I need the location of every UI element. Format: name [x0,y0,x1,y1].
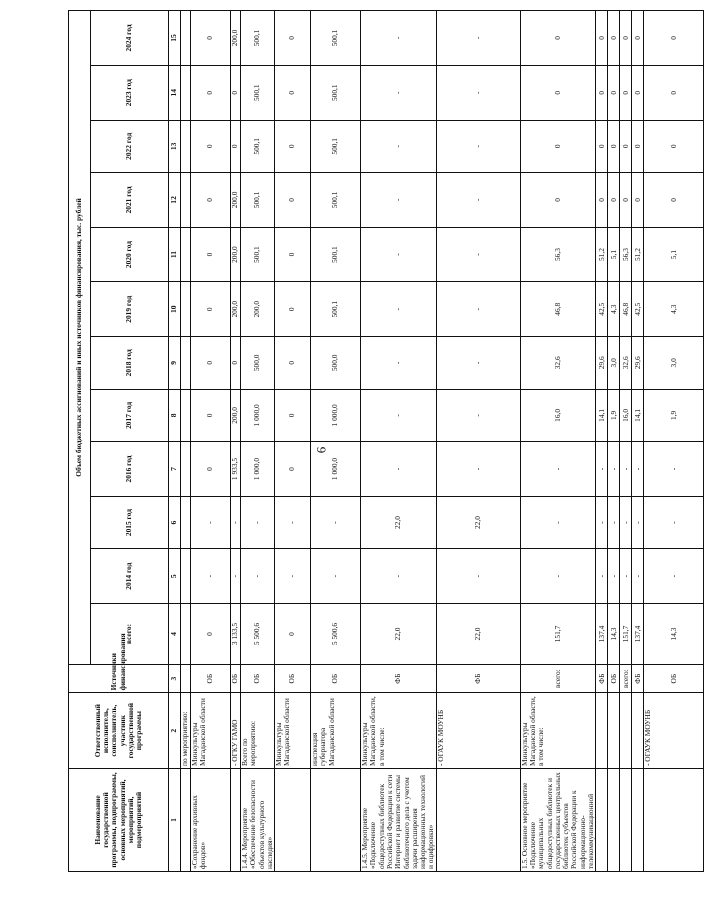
row-source: ОБ [231,664,241,692]
table-row [520,11,596,872]
row-responsible: Минкультуры Магаданской области, в том числе: [361,693,437,769]
row-value: - [275,496,311,549]
column-numbers-row [169,11,181,872]
row-value: - [191,496,231,549]
row-name [436,769,520,872]
row-source: ОБ [311,664,361,692]
row-value: 0 [275,442,311,497]
row-value: - [191,549,231,604]
header-year: 2022 год [91,120,169,173]
row-responsible [596,693,608,769]
row-value: - [361,442,437,497]
header-year: 2021 год [91,173,169,228]
header-name: Наименование государственной программы, подпрограммы, основных мероприятий, мероприятий, подмероприятий [69,769,169,872]
row-value: 1,9 [608,389,620,442]
row-value [181,442,191,497]
row-responsible: Минкультуры Магаданской области [275,693,311,769]
row-value: 42,5 [596,282,608,337]
rotated-table-container [68,10,678,872]
row-responsible: инспекция губернатора Магаданской области [311,693,361,769]
table-row [311,11,361,872]
row-value: 1,9 [644,389,704,442]
row-value: 29,6 [632,337,644,390]
row-source: ОБ [241,664,275,692]
column-number: 14 [169,65,181,120]
table-row [596,11,608,872]
row-value: 0 [191,442,231,497]
row-value: 5 500,6 [311,604,361,665]
row-value: 32,6 [520,337,596,390]
row-name [231,769,241,872]
row-value: 0 [191,337,231,390]
row-value [181,389,191,442]
row-value: 0 [275,282,311,337]
row-value: 42,5 [632,282,644,337]
row-value: 0 [275,173,311,228]
row-value: - [361,549,437,604]
row-value: - [436,549,520,604]
row-value: - [436,442,520,497]
row-value: - [596,549,608,604]
row-value: - [620,442,632,497]
row-name [608,769,620,872]
row-value: - [275,549,311,604]
row-value: - [608,442,620,497]
row-value: - [632,442,644,497]
header-year: 2017 год [91,389,169,442]
row-value: 16,0 [620,389,632,442]
table-row [608,11,620,872]
row-value: - [520,442,596,497]
row-source: ФБ [632,664,644,692]
row-value: - [241,496,275,549]
row-value: 0 [231,120,241,173]
row-value: - [644,442,704,497]
row-value: - [608,549,620,604]
table-row [361,11,437,872]
row-name [632,769,644,872]
row-value: 29,6 [596,337,608,390]
row-name: 1.4.4. Мероприятие «Обеспечение безопасности объектов культурного наследия» [241,769,275,872]
row-source: ОБ [644,664,704,692]
row-responsible: - ОГКУ ГАМО [231,693,241,769]
row-value: 200,0 [241,282,275,337]
row-value: 16,0 [520,389,596,442]
row-value: 0 [191,389,231,442]
row-value: - [436,65,520,120]
row-value: 500,1 [241,227,275,282]
row-value: 500,1 [241,173,275,228]
row-value: - [620,496,632,549]
row-value: - [241,549,275,604]
row-value: 0 [275,11,311,66]
row-source: ОБ [275,664,311,692]
row-value: 3 133,5 [231,604,241,665]
row-value: 0 [191,173,231,228]
header-year: 2016 год [91,442,169,497]
row-value: - [436,11,520,66]
row-value: 0 [520,173,596,228]
row-value: 0 [275,389,311,442]
row-responsible: Всего по мероприятию: [241,693,275,769]
column-number: 6 [169,496,181,549]
header-year: 2020 год [91,227,169,282]
row-responsible: - ОГАУК МОУНБ [436,693,520,769]
row-value: 0 [520,11,596,66]
column-number: 7 [169,442,181,497]
row-source: ФБ [596,664,608,692]
row-value: 4,3 [608,282,620,337]
table-row [231,11,241,872]
row-responsible [608,693,620,769]
row-value: 0 [632,11,644,66]
column-number: 11 [169,227,181,282]
row-value: 151,7 [620,604,632,665]
row-value: 500,0 [241,337,275,390]
column-number: 13 [169,120,181,173]
column-number: 9 [169,337,181,390]
row-value: 200,0 [231,173,241,228]
row-value: 0 [231,337,241,390]
row-value: 500,1 [311,227,361,282]
row-value: 14,3 [644,604,704,665]
row-value [181,173,191,228]
row-value: 22,0 [436,496,520,549]
row-value: - [361,337,437,390]
row-value: - [520,496,596,549]
row-value: 22,0 [361,496,437,549]
column-number: 3 [169,664,181,692]
row-value: - [311,549,361,604]
row-value: - [436,227,520,282]
row-value: 500,1 [311,173,361,228]
row-value: 500,1 [241,65,275,120]
row-value: 14,3 [608,604,620,665]
row-value: 500,0 [311,337,361,390]
row-value: 56,3 [620,227,632,282]
row-value: - [231,496,241,549]
row-value: 46,8 [520,282,596,337]
row-value: - [608,496,620,549]
row-responsible: Минкультуры Магаданской области [191,693,231,769]
row-value: 1 000,0 [311,389,361,442]
row-value: 0 [608,65,620,120]
row-value: 4,3 [644,282,704,337]
header-year: 2015 год [91,496,169,549]
row-value: 0 [620,11,632,66]
row-name: 1.5. Основное мероприятие «Подключение муниципальных общедоступных библиотек и государственных центральных библиотек субъектов Российской Федерации к информационно-телекоммуникационной [520,769,596,872]
row-responsible: по мероприятию: [181,693,191,769]
row-value: 0 [596,120,608,173]
row-value: 5,1 [644,227,704,282]
row-value: - [361,65,437,120]
table-row [241,11,275,872]
row-value: 0 [620,120,632,173]
row-value: 14,1 [596,389,608,442]
row-value: - [361,282,437,337]
row-name [596,769,608,872]
row-name: «Сохранение архивных фондов» [191,769,231,872]
row-value: 14,1 [632,389,644,442]
row-value: - [231,549,241,604]
row-value [181,65,191,120]
row-value: - [632,496,644,549]
column-number: 12 [169,173,181,228]
row-value: 0 [632,173,644,228]
row-value: - [361,389,437,442]
row-value: 0 [608,173,620,228]
row-name [311,769,361,872]
row-value [181,227,191,282]
column-number: 8 [169,389,181,442]
header-funding: Объем бюджетных ассигнований и иных источников финансирования, тыс. рублей [69,11,91,665]
header-year: 2018 год [91,337,169,390]
row-name [181,769,191,872]
row-value: 0 [620,173,632,228]
funding-table [68,10,704,872]
row-value [181,496,191,549]
row-value: 137,4 [596,604,608,665]
row-value: 200,0 [231,11,241,66]
column-number: 4 [169,604,181,665]
column-number: 15 [169,11,181,66]
row-value: - [361,173,437,228]
row-value: 32,6 [620,337,632,390]
row-value: 0 [620,65,632,120]
row-value: - [436,337,520,390]
row-value [181,604,191,665]
row-value: 1 000,0 [311,442,361,497]
row-responsible: Минкультуры Магаданской области, в том числе: [520,693,596,769]
row-value [181,549,191,604]
column-number: 2 [169,693,181,769]
row-value: 46,8 [620,282,632,337]
row-value: - [596,442,608,497]
row-source: ФБ [361,664,437,692]
row-value: 200,0 [231,227,241,282]
row-value: 0 [644,65,704,120]
row-value: 5,1 [608,227,620,282]
row-value: 5 500,6 [241,604,275,665]
row-value: - [436,389,520,442]
row-value: 0 [520,65,596,120]
table-row [644,11,704,872]
page-number: 6 [313,446,329,454]
row-value: 0 [608,120,620,173]
column-number: 5 [169,549,181,604]
row-value: 3,0 [644,337,704,390]
row-value: 1 000,0 [241,389,275,442]
row-value: 151,7 [520,604,596,665]
row-source: ФБ [436,664,520,692]
row-name: 1.4.5. Мероприятие «Подключение общедоступных библиотек Российской Федерации к сети Интернет и развитие системы библиотечного дела с учетом задачи расширения информационных технологий и оцифровки» [361,769,437,872]
row-value: 0 [191,120,231,173]
row-value: 22,0 [436,604,520,665]
row-value: 0 [191,604,231,665]
row-value: - [596,496,608,549]
table-row [275,11,311,872]
row-name [275,769,311,872]
row-value: 0 [191,65,231,120]
table-row [620,11,632,872]
row-responsible [620,693,632,769]
row-value: 500,1 [241,120,275,173]
row-name [620,769,632,872]
column-number: 1 [169,769,181,872]
row-value: 500,1 [311,120,361,173]
row-value: 0 [191,282,231,337]
row-value: 0 [275,120,311,173]
row-responsible: - ОГАУК МОУНБ [644,693,704,769]
row-value: 0 [231,65,241,120]
row-value: - [361,227,437,282]
column-number: 10 [169,282,181,337]
row-name [644,769,704,872]
row-value: - [436,173,520,228]
header-year: 2014 год [91,549,169,604]
row-value: 500,1 [311,282,361,337]
row-value: 0 [608,11,620,66]
header-year: 2019 год [91,282,169,337]
row-source: всего: [520,664,596,692]
row-value: 51,2 [596,227,608,282]
row-value: 0 [596,173,608,228]
row-value: 0 [644,11,704,66]
row-source: ОБ [191,664,231,692]
row-value: - [620,549,632,604]
row-value: 0 [596,65,608,120]
row-value: 0 [644,173,704,228]
row-value: 0 [275,337,311,390]
row-responsible [632,693,644,769]
row-value [181,11,191,66]
row-value: 0 [596,11,608,66]
row-value: 0 [644,120,704,173]
row-value [181,282,191,337]
header-responsible: Ответственный исполнитель, соисполнитель, участник государственной программы [69,693,169,769]
row-source: ОБ [608,664,620,692]
row-value [181,120,191,173]
row-value: 500,1 [311,11,361,66]
header-year: 2024 год [91,11,169,66]
header-source: Источники финансирования [69,664,169,692]
row-value: 0 [632,120,644,173]
row-value: - [436,282,520,337]
row-value: 200,0 [231,282,241,337]
row-source [181,664,191,692]
row-value: 1 000,0 [241,442,275,497]
row-value: - [361,11,437,66]
row-value: 137,4 [632,604,644,665]
row-value: 3,0 [608,337,620,390]
header-year: 2023 год [91,65,169,120]
table-row [181,11,191,872]
row-value: 0 [191,227,231,282]
row-value: 0 [275,227,311,282]
row-value: - [436,120,520,173]
row-value: 0 [275,65,311,120]
row-value: 0 [275,604,311,665]
row-value: 56,3 [520,227,596,282]
row-value: - [644,496,704,549]
row-value: - [520,549,596,604]
row-value: 0 [520,120,596,173]
row-value: 0 [632,65,644,120]
row-value: 500,1 [311,65,361,120]
row-value: - [632,549,644,604]
row-source: всего: [620,664,632,692]
row-value: 22,0 [361,604,437,665]
table-row [632,11,644,872]
row-value [181,337,191,390]
table-row [191,11,231,872]
row-value: - [361,120,437,173]
header-total: всего: [91,604,169,665]
row-value: - [311,496,361,549]
row-value: 1 933,5 [231,442,241,497]
row-value: 0 [191,11,231,66]
table-row [436,11,520,872]
row-value: - [644,549,704,604]
row-value: 200,0 [231,389,241,442]
row-value: 500,1 [241,11,275,66]
row-value: 51,2 [632,227,644,282]
